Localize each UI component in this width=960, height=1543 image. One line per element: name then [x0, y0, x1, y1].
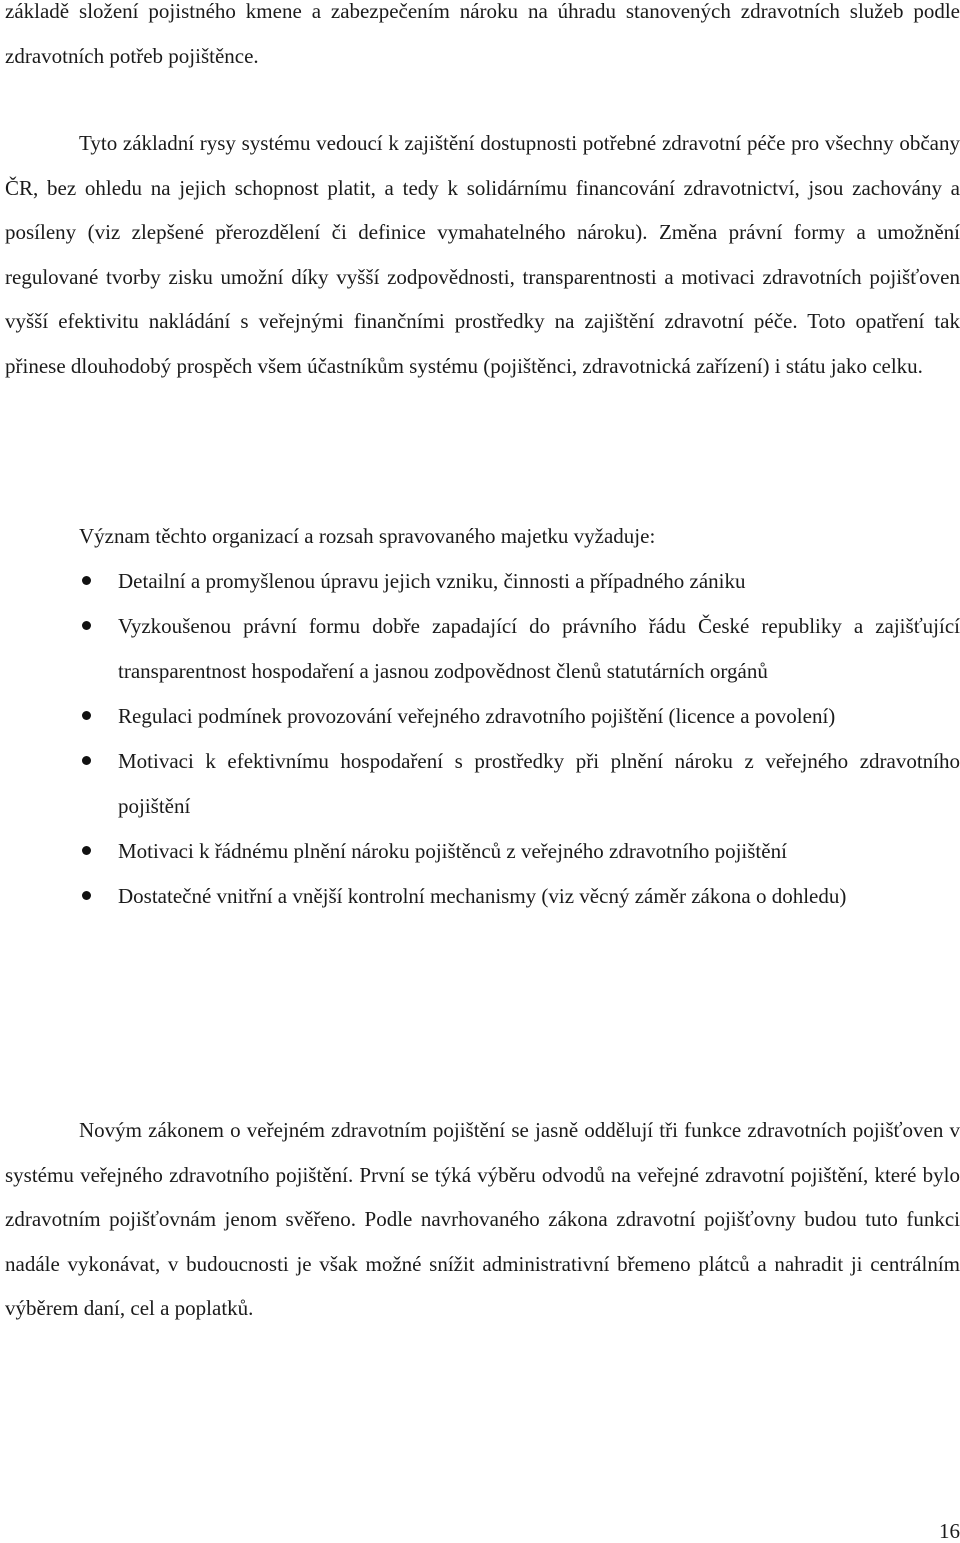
list-item-text: Motivaci k řádnému plnění nároku pojištěnců z veřejného zdravotního pojištění — [118, 839, 787, 863]
list-item — [5, 694, 960, 739]
bullet-icon — [82, 846, 91, 855]
list-item — [5, 604, 960, 694]
requirements-list — [5, 559, 960, 919]
bullet-icon — [82, 711, 91, 720]
bullet-icon — [82, 756, 91, 765]
list-item-text: Vyzkoušenou právní formu dobře zapadající do právního řádu České republiky a zajišťující transparentnost hospodaření a jasnou zodpovědnost členů statutárních orgánů — [118, 614, 960, 683]
page-number: 16 — [939, 1519, 960, 1543]
paragraph-4: Novým zákonem o veřejném zdravotním pojištění se jasně oddělují tři funkce zdravotních pojišťoven v systému veřejného zdravotního pojištění. První se týká výběru odvodů na veřejné zdravotní pojištění, které bylo zdravotním pojišťovnám jenom svěřeno. Podle navrhovaného zákona zdravotní pojišťovny budou tuto funkci nadále vykonávat, v budoucnosti je však možné snížit administrativní břemeno plátců a nahradit ji centrálním výběrem daní, cel a poplatků. — [5, 1118, 960, 1320]
bullet-icon — [82, 891, 91, 900]
list-item-text: Detailní a promyšlenou úpravu jejich vzniku, činnosti a případného zániku — [118, 569, 746, 593]
list-item — [5, 874, 960, 919]
list-item-text: Regulaci podmínek provozování veřejného zdravotního pojištění (licence a povolení) — [118, 704, 836, 728]
list-item — [5, 739, 960, 829]
bullet-icon — [82, 621, 91, 630]
list-item — [5, 559, 960, 604]
list-item-text: Motivaci k efektivnímu hospodaření s prostředky při plnění nároku z veřejného zdravotního pojištění — [118, 749, 960, 818]
paragraph-2: Tyto základní rysy systému vedoucí k zajištění dostupnosti potřebné zdravotní péče pro všechny občany ČR, bez ohledu na jejich schopnost platit, a tedy k solidárnímu financování zdravotnictví, jsou zachovány a posíleny (viz zlepšené přerozdělení či definice vymahatelného nároku). Změna právní formy a umožnění regulované tvorby zisku umožní díky vyšší zodpovědnosti, transparentnosti a motivaci zdravotních pojišťoven vyšší efektivitu nakládání s veřejnými finančními prostředky na zajištění zdravotní péče. Toto opatření tak přinese dlouhodobý prospěch všem účastníkům systému (pojištěnci, zdravotnická zařízení) i státu jako celku. — [5, 131, 960, 378]
list-item — [5, 829, 960, 874]
list-intro: Význam těchto organizací a rozsah spravovaného majetku vyžaduje: — [79, 524, 656, 548]
paragraph-1: základě složení pojistného kmene a zabezpečením nároku na úhradu stanovených zdravotních služeb podle zdravotních potřeb pojištěnce. — [5, 0, 960, 68]
bullet-icon — [82, 576, 91, 585]
list-item-text: Dostatečné vnitřní a vnější kontrolní mechanismy (viz věcný záměr zákona o dohledu) — [118, 884, 847, 908]
